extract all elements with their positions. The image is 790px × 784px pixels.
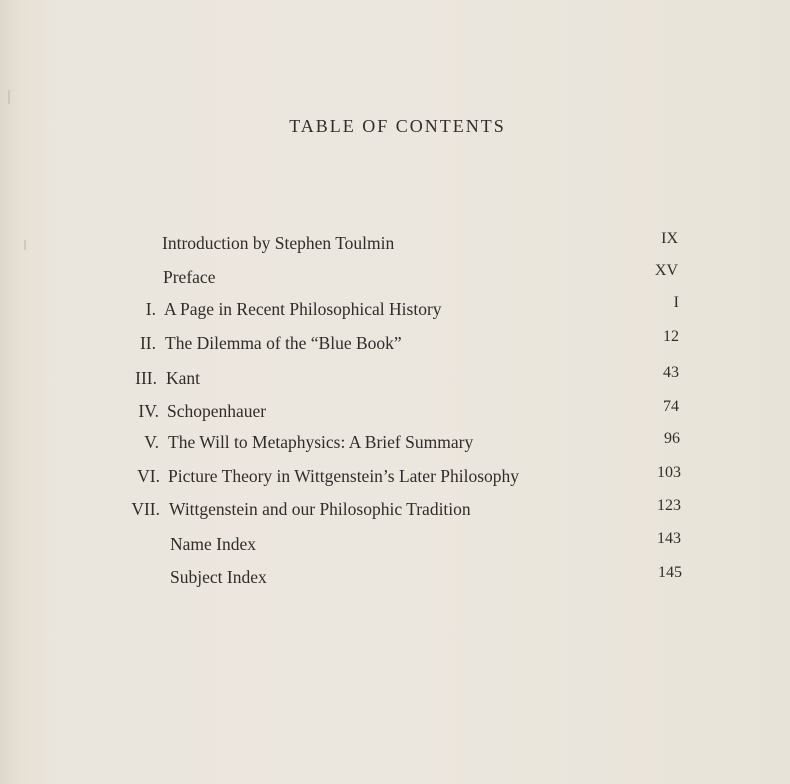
entry-title: Wittgenstein and our Philosophic Tradition <box>169 499 471 519</box>
entry-title: A Page in Recent Philosophical History <box>164 299 442 319</box>
chapter-number: IV. <box>138 401 159 421</box>
chapter-number: I. <box>145 299 156 319</box>
entry-title: Picture Theory in Wittgenstein’s Later Philosophy <box>168 466 520 486</box>
chapter-number: III. <box>135 368 157 388</box>
chapter-number: II. <box>139 333 156 353</box>
page-number: 12 <box>663 328 679 345</box>
entry-title: The Dilemma of the “Blue Book” <box>165 333 402 353</box>
page-number: 43 <box>663 364 679 381</box>
page-number: 123 <box>657 497 681 514</box>
page-number: 96 <box>664 430 680 447</box>
page-number: I <box>673 294 679 311</box>
entry-title: Preface <box>163 267 216 287</box>
chapter-number: VI. <box>137 466 160 486</box>
entry-title: The Will to Metaphysics: A Brief Summary <box>168 432 474 452</box>
chapter-number: VII. <box>131 499 160 519</box>
entry-title: Name Index <box>170 534 257 554</box>
page-number: IX <box>661 230 678 247</box>
page-title: TABLE OF CONTENTS <box>289 116 506 136</box>
entry-title: Kant <box>166 368 201 388</box>
page-number: XV <box>654 262 678 279</box>
entry-title: Subject Index <box>170 567 267 587</box>
page-number: 145 <box>658 564 682 581</box>
chapter-number: V. <box>144 432 159 452</box>
page-number: 103 <box>657 464 681 481</box>
page-number: 143 <box>657 530 681 547</box>
entry-title: Introduction by Stephen Toulmin <box>162 233 395 253</box>
entry-title: Schopenhauer <box>167 401 267 421</box>
page-number: 74 <box>663 398 679 415</box>
